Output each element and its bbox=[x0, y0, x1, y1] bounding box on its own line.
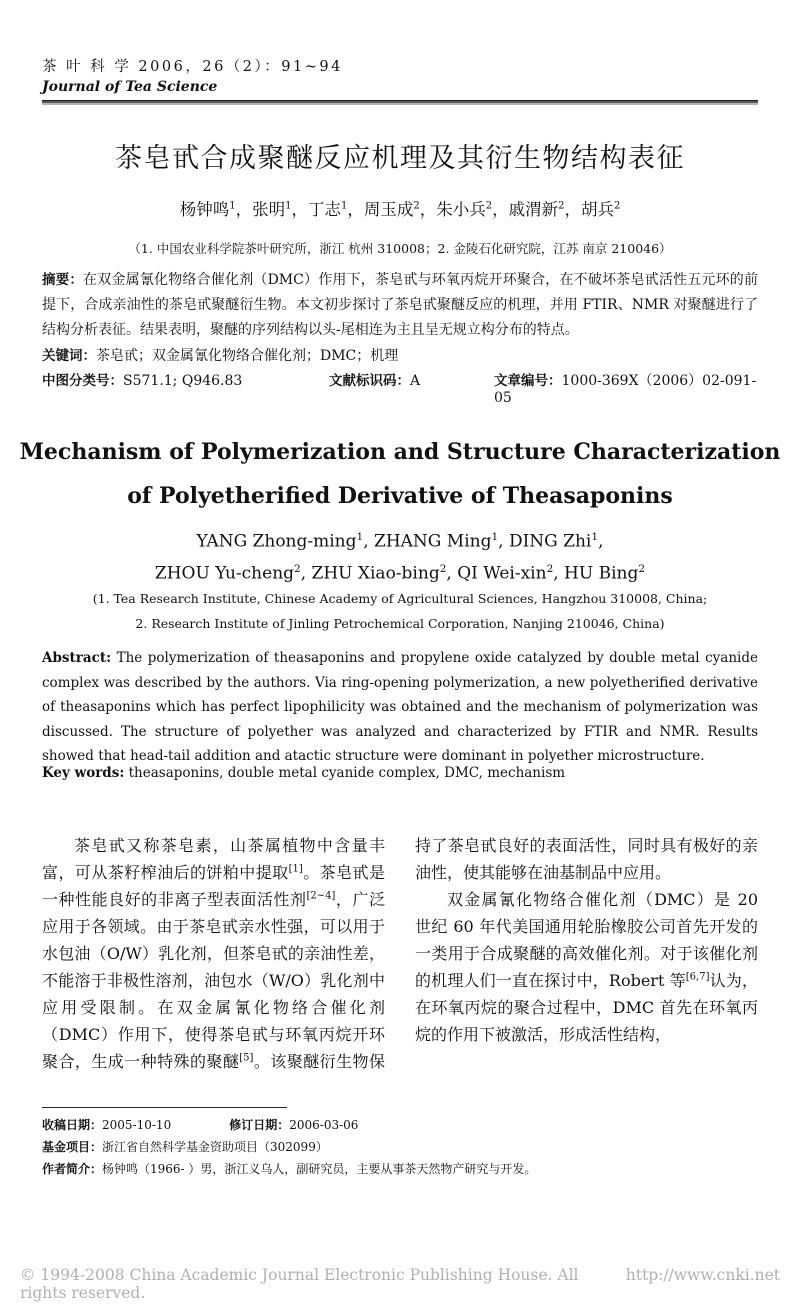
revised-date-label: 修订日期： bbox=[229, 1118, 290, 1132]
bio-value: 杨钟鸣（1966- ）男，浙江义乌人，副研究员，主要从事茶天然物产研究与开发。 bbox=[102, 1162, 537, 1176]
clc-value: S571.1; Q946.83 bbox=[123, 373, 243, 389]
abstract-cn bbox=[42, 268, 758, 343]
affiliations-en bbox=[0, 586, 800, 636]
copyright-bar bbox=[0, 1266, 800, 1302]
authors-en-line1: YANG Zhong-ming$^1$, ZHANG Ming$^1$, DING Zhi$^1$, bbox=[196, 531, 604, 552]
keywords-cn-text: 茶皂甙；双金属氰化物络合催化剂；DMC；机理 bbox=[96, 348, 399, 364]
revised-date-value: 2006-03-06 bbox=[289, 1118, 359, 1132]
abstract-cn-text: 在双金属氰化物络合催化剂（DMC）作用下，茶皂甙与环氧丙烷开环聚合，在不破坏茶皂甙活性五元环的前提下，合成亲油性的茶皂甙聚醚衍生物。本文初步探讨了茶皂甙聚醚反应的机理，并用 FTIR、NMR 对聚醚进行了结构分析表征。结果表明，聚醚的序列结构以头-尾相连为主且呈无规立构分布的特点。 bbox=[42, 272, 758, 338]
bio-label: 作者简介： bbox=[42, 1162, 103, 1176]
fund-label: 基金项目： bbox=[42, 1140, 103, 1154]
classification-line bbox=[42, 369, 758, 406]
keywords-en-text: theasaponins, double metal cyanide complex, DMC, mechanism bbox=[124, 765, 566, 781]
article-title-en-line1: Mechanism of Polymerization and Structure Characterization bbox=[19, 439, 781, 465]
keywords-en-label: Key words: bbox=[42, 765, 125, 781]
header-double-rule bbox=[42, 101, 758, 105]
article-title-cn: 茶皂甙合成聚醚反应机理及其衍生物结构表征 bbox=[115, 143, 685, 174]
received-date-value: 2005-10-10 bbox=[102, 1118, 172, 1132]
abstract-cn-label: 摘要： bbox=[42, 272, 84, 288]
body-columns bbox=[42, 832, 758, 1077]
footnote-bio bbox=[42, 1158, 758, 1180]
footnote-fund bbox=[42, 1136, 758, 1158]
body-paragraph-2: 双金属氰化物络合催化剂（DMC）是 20 世纪 60 年代美国通用轮胎橡胶公司首先开发的一类用于合成聚醚的高效催化剂。对于该催化剂的机理人们一直在探讨中，Robert 等[6,7]认为，在环氧丙烷的聚合过程中，DMC 首先在环氧丙烷的作用下被激活，形成活性结构， bbox=[415, 890, 758, 1044]
abstract-en-label: Abstract: bbox=[42, 650, 112, 666]
copyright-text: © 1994-2008 China Academic Journal Electronic Publishing House. All rights reserved. bbox=[20, 1266, 579, 1302]
footnotes bbox=[42, 1114, 758, 1180]
keywords-cn-label: 关键词： bbox=[42, 348, 96, 364]
article-title-en bbox=[0, 430, 800, 518]
cnki-url: http://www.cnki.net bbox=[625, 1266, 780, 1284]
journal-name-en: Journal of Tea Science bbox=[42, 79, 218, 95]
received-date-label: 收稿日期： bbox=[42, 1118, 103, 1132]
authors-en bbox=[0, 524, 800, 587]
abstract-en-text: The polymerization of theasaponins and propylene oxide catalyzed by double metal cyanide complex was described by the authors. Via ring-opening polymerization, a new polyetherified derivative of theasaponins which has perfect lipophilicity was obtained and the mechanism of polymerization was discussed. The structure of polyether was analyzed and characterized by FTIR and NMR. Results showed that head-tail addition and atactic structure were dominant in polyether microstructure. bbox=[42, 650, 758, 764]
journal-header bbox=[42, 55, 758, 101]
keywords-en bbox=[42, 765, 758, 781]
keywords-cn bbox=[42, 344, 758, 365]
affiliation-en-1: (1. Tea Research Institute, Chinese Academy of Agricultural Sciences, Hangzhou 310008, China; bbox=[92, 591, 708, 606]
footnote-rule bbox=[42, 1107, 287, 1108]
article-number-value: 1000-369X（2006）02-091-05 bbox=[494, 373, 757, 406]
affiliation-en-2: 2. Research Institute of Jinling Petrochemical Corporation, Nanjing 210046, China) bbox=[135, 616, 665, 631]
body-paragraph-1: 茶皂甙又称茶皂素，山茶属植物中含量丰富，可从茶籽榨油后的饼粕中提取[1]。茶皂甙是一种性能良好的非离子型表面活性剂[2~4]，广泛应用于各领域。由于茶皂甙亲水性强，可以用于水包油（O/W）乳化剂，但茶皂甙的亲油性差，不能溶于非极性溶剂，油包水（W/O）乳化剂中应用受限制。在双金属氰化物络合催化剂（DMC）作用下，使得茶皂甙与环氧丙烷开环聚合，生成一种特殊的聚醚[5]。该聚醚衍生物保持了茶皂甙良好的表面活性，同时具有极好的亲油性，使其能够在油基制品中应用。 bbox=[42, 836, 758, 1071]
clc-number bbox=[42, 373, 242, 389]
abstract-en bbox=[42, 646, 758, 769]
article-number bbox=[494, 369, 758, 406]
article-title-en-line2: of Polyetherified Derivative of Theasaponins bbox=[127, 483, 673, 509]
doc-code-value: A bbox=[410, 373, 421, 389]
authors-en-line2: ZHOU Yu-cheng$^2$, ZHU Xiao-bing$^2$, QI Wei-xin$^2$, HU Bing$^2$ bbox=[154, 562, 646, 584]
article-number-label: 文章编号： bbox=[494, 373, 562, 389]
document-code bbox=[329, 369, 420, 389]
footnote-dates bbox=[42, 1114, 758, 1136]
clc-label: 中图分类号： bbox=[42, 373, 123, 389]
journal-name-cn: 茶 叶 科 学 2006，26（2）：91~94 bbox=[42, 59, 343, 75]
affiliation-cn: （1. 中国农业科学院茶叶研究所，浙江 杭州 310008；2. 金陵石化研究院，江苏 南京 210046） bbox=[128, 241, 672, 256]
fund-value: 浙江省自然科学基金资助项目（302099） bbox=[102, 1140, 328, 1154]
doc-code-label: 文献标识码： bbox=[329, 373, 410, 389]
authors-cn: 杨钟鸣$^1$，张明$^1$，丁志$^1$，周玉成$^2$，朱小兵$^2$，戚渭新$^2$，胡兵$^2$ bbox=[179, 200, 621, 219]
